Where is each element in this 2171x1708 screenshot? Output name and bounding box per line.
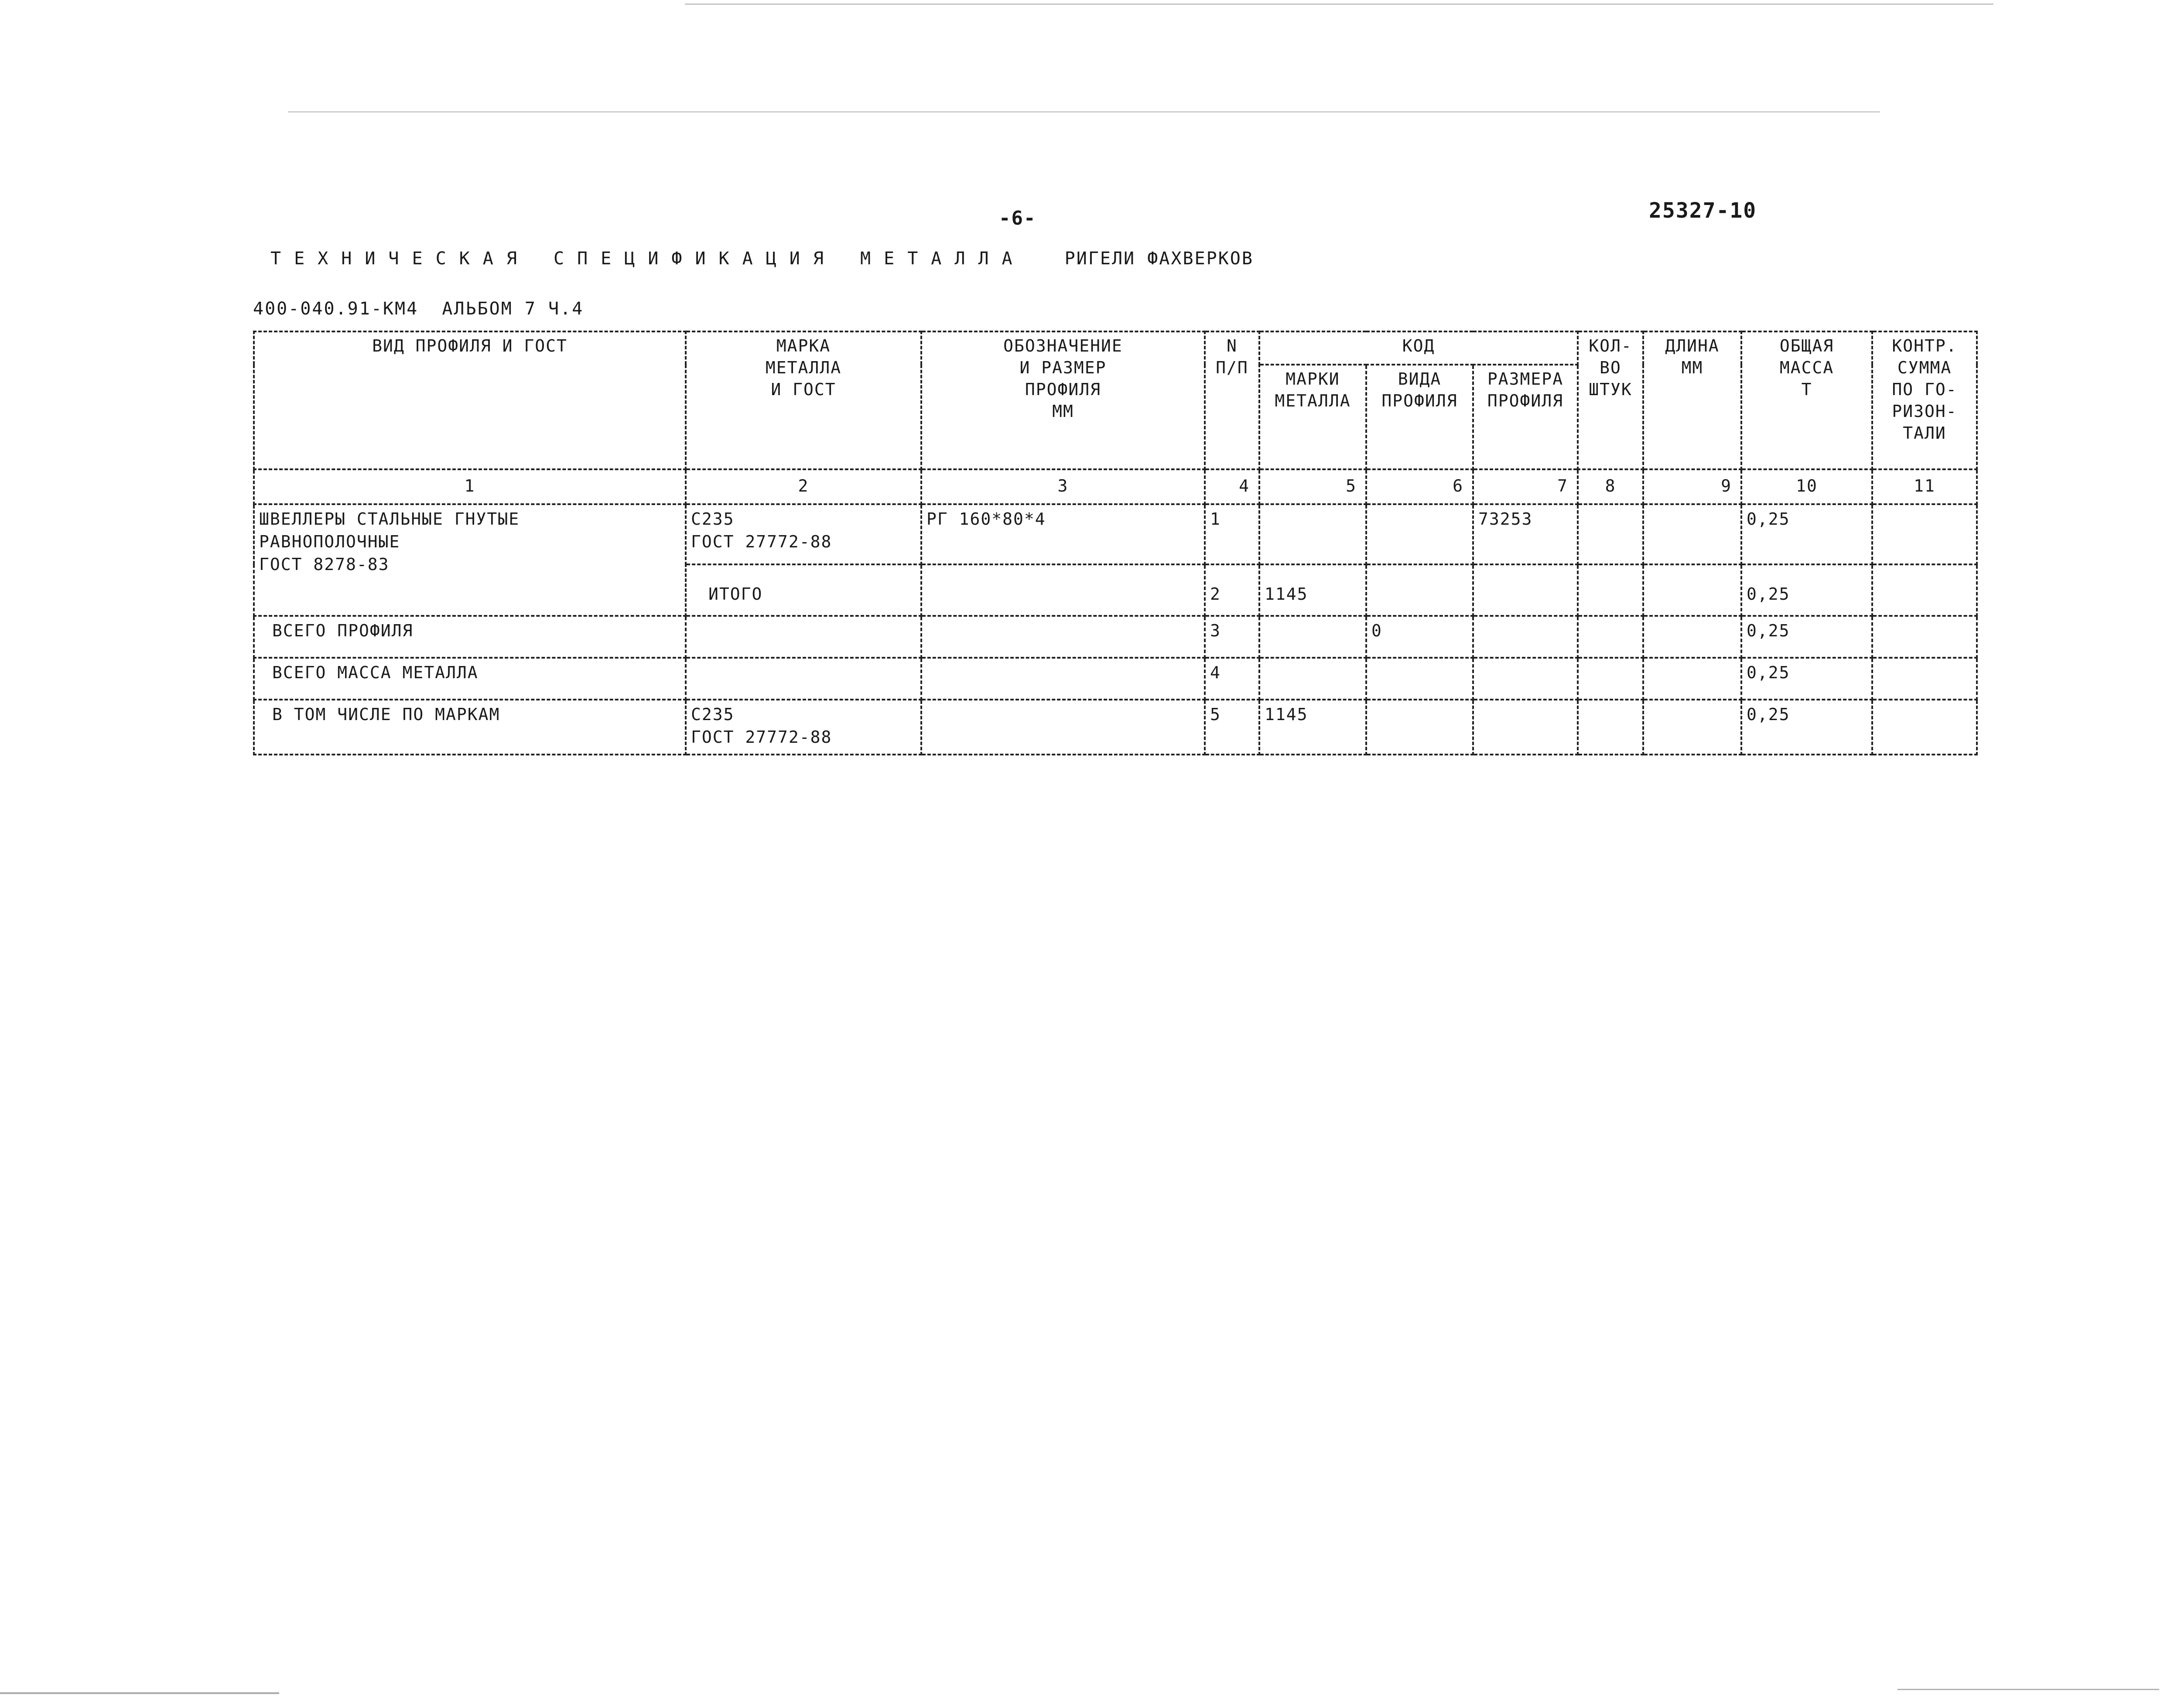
cell-code-size: [1473, 700, 1578, 755]
cell-code-type: [1366, 564, 1473, 616]
cell-grade: ИТОГО: [686, 564, 921, 616]
cell-length: [1643, 504, 1741, 564]
header-code-size: РАЗМЕРА ПРОФИЛЯ: [1473, 365, 1578, 469]
table-row: [254, 616, 1977, 658]
scan-line-bottom-left: [0, 1692, 279, 1694]
cell-mass: 0,25: [1741, 564, 1872, 616]
header-length: ДЛИНА ММ: [1643, 331, 1741, 469]
cell-grade: С235 ГОСТ 27772-88: [686, 504, 921, 564]
cell-checksum: [1872, 616, 1977, 658]
album-reference: 400-040.91-КМ4 АЛЬБОМ 7 Ч.4: [253, 299, 584, 319]
cell-designation: [921, 658, 1205, 700]
cell-profile: ВСЕГО МАССА МЕТАЛЛА: [254, 658, 686, 700]
cell-checksum: [1872, 700, 1977, 755]
scan-line-top: [288, 111, 1880, 113]
specification-table: [253, 331, 1978, 755]
cell-profile: ШВЕЛЛЕРЫ СТАЛЬНЫЕ ГНУТЫЕ РАВНОПОЛОЧНЫЕ ГОСТ 8278-83: [254, 504, 686, 616]
page-number: -6-: [999, 207, 1036, 229]
col-number-9: 9: [1643, 469, 1741, 504]
cell-code-type: [1366, 504, 1473, 564]
cell-designation: [921, 616, 1205, 658]
cell-np: 3: [1205, 616, 1259, 658]
title-sub: РИГЕЛИ ФАХВЕРКОВ: [1064, 249, 1254, 269]
cell-code-size: [1473, 658, 1578, 700]
cell-count: [1578, 616, 1643, 658]
cell-mass: 0,25: [1741, 658, 1872, 700]
cell-grade: С235 ГОСТ 27772-88: [686, 700, 921, 755]
title-main: ТЕХНИЧЕСКАЯ СПЕЦИФИКАЦИЯ МЕТАЛЛА: [270, 249, 1026, 269]
cell-length: [1643, 700, 1741, 755]
cell-code-type: [1366, 658, 1473, 700]
scan-line-bottom-right: [1897, 1689, 2159, 1690]
cell-np: 4: [1205, 658, 1259, 700]
cell-code-type: 0: [1366, 616, 1473, 658]
cell-np: 2: [1205, 564, 1259, 616]
header-code-grade: МАРКИ МЕТАЛЛА: [1259, 365, 1366, 469]
cell-mass: 0,25: [1741, 504, 1872, 564]
cell-np: 5: [1205, 700, 1259, 755]
cell-mass: 0,25: [1741, 616, 1872, 658]
table-row: [254, 700, 1977, 755]
cell-designation: [921, 700, 1205, 755]
cell-count: [1578, 564, 1643, 616]
header-profile: ВИД ПРОФИЛЯ И ГОСТ: [254, 331, 686, 469]
document-code: 25327-10: [1649, 198, 1757, 223]
header-code-type: ВИДА ПРОФИЛЯ: [1366, 365, 1473, 469]
cell-checksum: [1872, 504, 1977, 564]
column-number-row: [254, 469, 1977, 504]
col-number-3: 3: [921, 469, 1205, 504]
cell-count: [1578, 700, 1643, 755]
col-number-5: 5: [1259, 469, 1366, 504]
header-designation: ОБОЗНАЧЕНИЕ И РАЗМЕР ПРОФИЛЯ ММ: [921, 331, 1205, 469]
scan-line-top-right: [685, 3, 1993, 5]
cell-code-grade: [1259, 616, 1366, 658]
col-number-7: 7: [1473, 469, 1578, 504]
cell-code-type: [1366, 700, 1473, 755]
cell-code-grade: 1145: [1259, 700, 1366, 755]
col-number-2: 2: [686, 469, 921, 504]
col-number-6: 6: [1366, 469, 1473, 504]
col-number-4: 4: [1205, 469, 1259, 504]
cell-checksum: [1872, 564, 1977, 616]
table-row: [254, 658, 1977, 700]
cell-np: 1: [1205, 504, 1259, 564]
cell-mass: 0,25: [1741, 700, 1872, 755]
cell-code-grade: [1259, 504, 1366, 564]
header-mass: ОБЩАЯ МАССА Т: [1741, 331, 1872, 469]
header-code: КОД: [1259, 331, 1578, 365]
col-number-11: 11: [1872, 469, 1977, 504]
cell-count: [1578, 504, 1643, 564]
cell-length: [1643, 616, 1741, 658]
cell-designation: [921, 564, 1205, 616]
header-count: КОЛ- ВО ШТУК: [1578, 331, 1643, 469]
col-number-10: 10: [1741, 469, 1872, 504]
cell-grade: [686, 616, 921, 658]
col-number-8: 8: [1578, 469, 1643, 504]
header-np: N П/П: [1205, 331, 1259, 469]
cell-grade: [686, 658, 921, 700]
document-title: [270, 249, 1254, 269]
header-checksum: КОНТР. СУММА ПО ГО- РИЗОН- ТАЛИ: [1872, 331, 1977, 469]
cell-code-grade: 1145: [1259, 564, 1366, 616]
cell-designation: РГ 160*80*4: [921, 504, 1205, 564]
header-row-1: [254, 331, 1977, 365]
cell-profile: В ТОМ ЧИСЛЕ ПО МАРКАМ: [254, 700, 686, 755]
cell-length: [1643, 658, 1741, 700]
col-number-1: 1: [254, 469, 686, 504]
table-row: [254, 504, 1977, 564]
cell-count: [1578, 658, 1643, 700]
cell-profile: ВСЕГО ПРОФИЛЯ: [254, 616, 686, 658]
header-metal-grade: МАРКА МЕТАЛЛА И ГОСТ: [686, 331, 921, 469]
cell-code-size: [1473, 564, 1578, 616]
cell-checksum: [1872, 658, 1977, 700]
cell-code-size: [1473, 616, 1578, 658]
cell-length: [1643, 564, 1741, 616]
cell-code-size: 73253: [1473, 504, 1578, 564]
cell-code-grade: [1259, 658, 1366, 700]
